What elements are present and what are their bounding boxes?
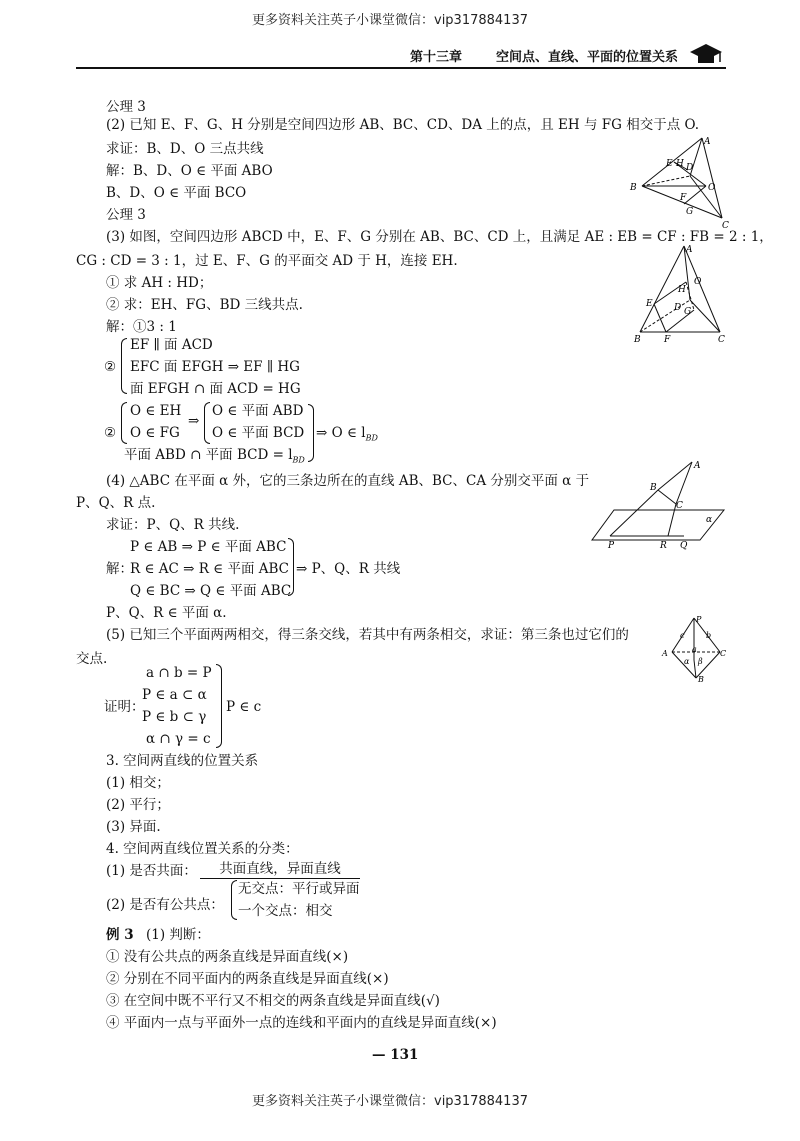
svg-text:G: G	[686, 207, 694, 217]
example-3-sub: (1) 判断：	[146, 927, 210, 943]
p3-answer-3-mark: ②	[104, 425, 117, 441]
p3-answer-2-mark: ②	[104, 359, 117, 375]
svg-text:F: F	[680, 193, 687, 203]
p3-line-1: (3) 如图，空间四边形 ABCD 中，E、F、G 分别在 AB、BC、CD 上，且满足 AE : EB = CF : FB = 2 : 1，	[106, 229, 773, 245]
figure-three-planes	[662, 612, 728, 684]
section-3-title: 3. 空间两直线的位置关系	[106, 753, 259, 769]
svg-text:G: G	[684, 307, 692, 317]
brace-left-3	[204, 402, 210, 444]
p5-proof-line-2: P ∈ a ⊂ α	[142, 687, 207, 703]
svg-text:B: B	[650, 483, 657, 493]
svg-text:c: c	[680, 631, 685, 640]
svg-text:E: E	[666, 159, 673, 169]
section-3-item-3: (3) 异面.	[106, 819, 161, 835]
graduation-cap-icon	[688, 40, 724, 68]
section-4-answer-1: 共面直线，异面直线	[200, 860, 360, 879]
p2-solution-1: 解：B、D、O ∈ 平面 ABO	[106, 163, 273, 179]
figure-quadrilateral-o	[628, 134, 729, 231]
svg-text:H: H	[678, 285, 686, 295]
svg-text:C: C	[718, 335, 725, 345]
brace-right-1	[308, 404, 314, 462]
p3-answer-3-line-1: O ∈ EH	[130, 403, 182, 419]
p3-answer-3-right-2: O ∈ 平面 BCD	[212, 425, 305, 441]
svg-text:P: P	[608, 541, 615, 551]
section-3-item-1: (1) 相交；	[106, 775, 170, 791]
p2-prove: 求证：B、D、O 三点共线	[106, 141, 264, 157]
p3-answer-3-conclusion: ⇒ O ∈ $l_{BD}$	[316, 425, 378, 443]
p3-answer-3-subscript: BD	[292, 455, 305, 465]
p3-answer-2-line-3: 面 EFGH ∩ 面 ACD = HG	[130, 381, 301, 397]
judgment-3: ③ 在空间中既不平行又不相交的两条直线是异面直线(√)	[106, 993, 440, 1009]
svg-text:D: D	[674, 303, 682, 313]
brace-right-3	[216, 664, 222, 748]
figure-tetrahedron	[630, 240, 730, 348]
svg-text:Q: Q	[680, 541, 688, 551]
p4-solution-line-3: Q ∈ BC ⇒ Q ∈ 平面 ABC	[130, 583, 292, 599]
p2-solution-2: B、D、O ∈ 平面 BCO	[106, 185, 247, 201]
svg-text:A: A	[704, 137, 711, 147]
svg-text:E: E	[646, 299, 653, 309]
p4-solution-label: 解：	[106, 561, 133, 577]
svg-text:R: R	[660, 541, 667, 551]
brace-left-1	[121, 338, 127, 394]
brace-left-4	[231, 880, 237, 920]
p2-statement: (2) 已知 E、F、G、H 分别是空间四边形 AB、BC、CD、DA 上的点，且 EH 与 FG 相交于点 O.	[106, 117, 700, 133]
p3-answer-3-right-1: O ∈ 平面 ABD	[212, 403, 304, 419]
svg-text:D: D	[686, 163, 694, 173]
section-4-answer-2-line-1: 无交点：平行或异面	[238, 881, 360, 897]
section-4-answer-2-line-2: 一个交点：相交	[238, 903, 333, 919]
p3-answer-3-line-3: 平面 ABD ∩ 平面 BCD = $l_{BD}$	[124, 447, 305, 465]
p3-question-1: ① 求 AH : HD；	[106, 275, 213, 291]
svg-text:O: O	[708, 183, 716, 193]
brace-left-2	[121, 402, 127, 444]
svg-text:β: β	[698, 657, 703, 666]
p4-prove: 求证：P、Q、R 共线.	[106, 517, 240, 533]
p3-answer-3-line-2: O ∈ FG	[130, 425, 180, 441]
svg-text:F: F	[664, 335, 671, 345]
p5-line-1: (5) 已知三个平面两两相交，得三条交线，若其中有两条相交，求证：第三条也过它们的	[106, 627, 629, 643]
p4-line-1: (4) △ABC 在平面 α 外，它的三条边所在的直线 AB、BC、CA 分别交平面 α 于	[106, 473, 590, 489]
svg-text:α: α	[706, 515, 713, 525]
p5-conclusion: P ∈ c	[226, 699, 262, 715]
p4-last-line: P、Q、R ∈ 平面 α.	[106, 605, 227, 621]
svg-text:A: A	[694, 461, 701, 471]
p3-answer-2-line-2: EFC 面 EFGH ⇒ EF ∥ HG	[130, 359, 300, 375]
section-4-question-1: (1) 是否共面：	[106, 863, 197, 879]
p3-answer-3-conclusion-subscript: BD	[365, 433, 378, 443]
watermark-bottom: 更多资料关注英子小课堂微信：vip317884137	[252, 1094, 528, 1109]
svg-text:a: a	[692, 645, 697, 654]
svg-text:C: C	[722, 221, 729, 231]
chapter-label: 第十三章	[410, 50, 463, 65]
svg-text:α: α	[684, 657, 690, 666]
p2-axiom: 公理 3	[106, 207, 146, 223]
page-number: — 131	[372, 1047, 419, 1063]
p4-line-2: P、Q、R 点.	[76, 495, 156, 511]
p5-proof-label: 证明：	[104, 699, 145, 715]
p3-question-2: ② 求：EH、FG、BD 三线共点.	[106, 297, 303, 313]
chapter-title: 空间点、直线、平面的位置关系	[496, 50, 679, 65]
section-4-title: 4. 空间两直线位置关系的分类：	[106, 841, 299, 857]
p5-proof-line-3: P ∈ b ⊂ γ	[142, 709, 207, 725]
figure-triangle-plane	[588, 456, 730, 551]
svg-text:b: b	[706, 631, 712, 640]
judgment-2: ② 分别在不同平面内的两条直线是异面直线(×)	[106, 971, 389, 987]
p3-answer-3-arrow: ⇒	[188, 413, 200, 429]
p4-solution-line-2: R ∈ AC ⇒ R ∈ 平面 ABC	[130, 561, 289, 577]
watermark-top: 更多资料关注英子小课堂微信：vip317884137	[252, 13, 528, 28]
svg-text:A: A	[686, 245, 693, 255]
judgment-1: ① 没有公共点的两条直线是异面直线(×)	[106, 949, 349, 965]
svg-text:C: C	[676, 501, 683, 511]
p5-proof-line-1: a ∩ b = P	[146, 665, 212, 681]
p5-proof-line-4: α ∩ γ = c	[146, 731, 211, 747]
svg-text:H: H	[676, 159, 684, 169]
p3-answer-2-line-1: EF ∥ 面 ACD	[130, 337, 213, 353]
p4-solution-line-1: P ∈ AB ⇒ P ∈ 平面 ABC	[130, 539, 287, 555]
judgment-4: ④ 平面内一点与平面外一点的连线和平面内的直线是异面直线(×)	[106, 1015, 497, 1031]
p3-answer-1: 解：①3 : 1	[106, 319, 177, 335]
svg-text:B: B	[634, 335, 641, 345]
p5-line-2: 交点.	[76, 651, 108, 667]
svg-text:A: A	[662, 649, 668, 658]
brace-right-2	[288, 538, 294, 596]
section-3-item-2: (2) 平行；	[106, 797, 170, 813]
header-rule	[76, 67, 726, 69]
svg-text:C: C	[720, 649, 727, 658]
p3-line-2: CG : CD = 3 : 1，过 E、F、G 的平面交 AD 于 H，连接 EH.	[76, 253, 458, 269]
section-4-question-2: (2) 是否有公共点：	[106, 897, 224, 913]
svg-text:B: B	[630, 183, 637, 193]
svg-text:B: B	[698, 675, 704, 684]
example-3-label: 例 3	[106, 927, 134, 943]
p4-conclusion: ⇒ P、Q、R 共线	[296, 561, 401, 577]
axiom-3-label: 公理 3	[106, 99, 146, 115]
svg-text:O: O	[694, 277, 702, 287]
svg-text:P: P	[696, 615, 702, 624]
